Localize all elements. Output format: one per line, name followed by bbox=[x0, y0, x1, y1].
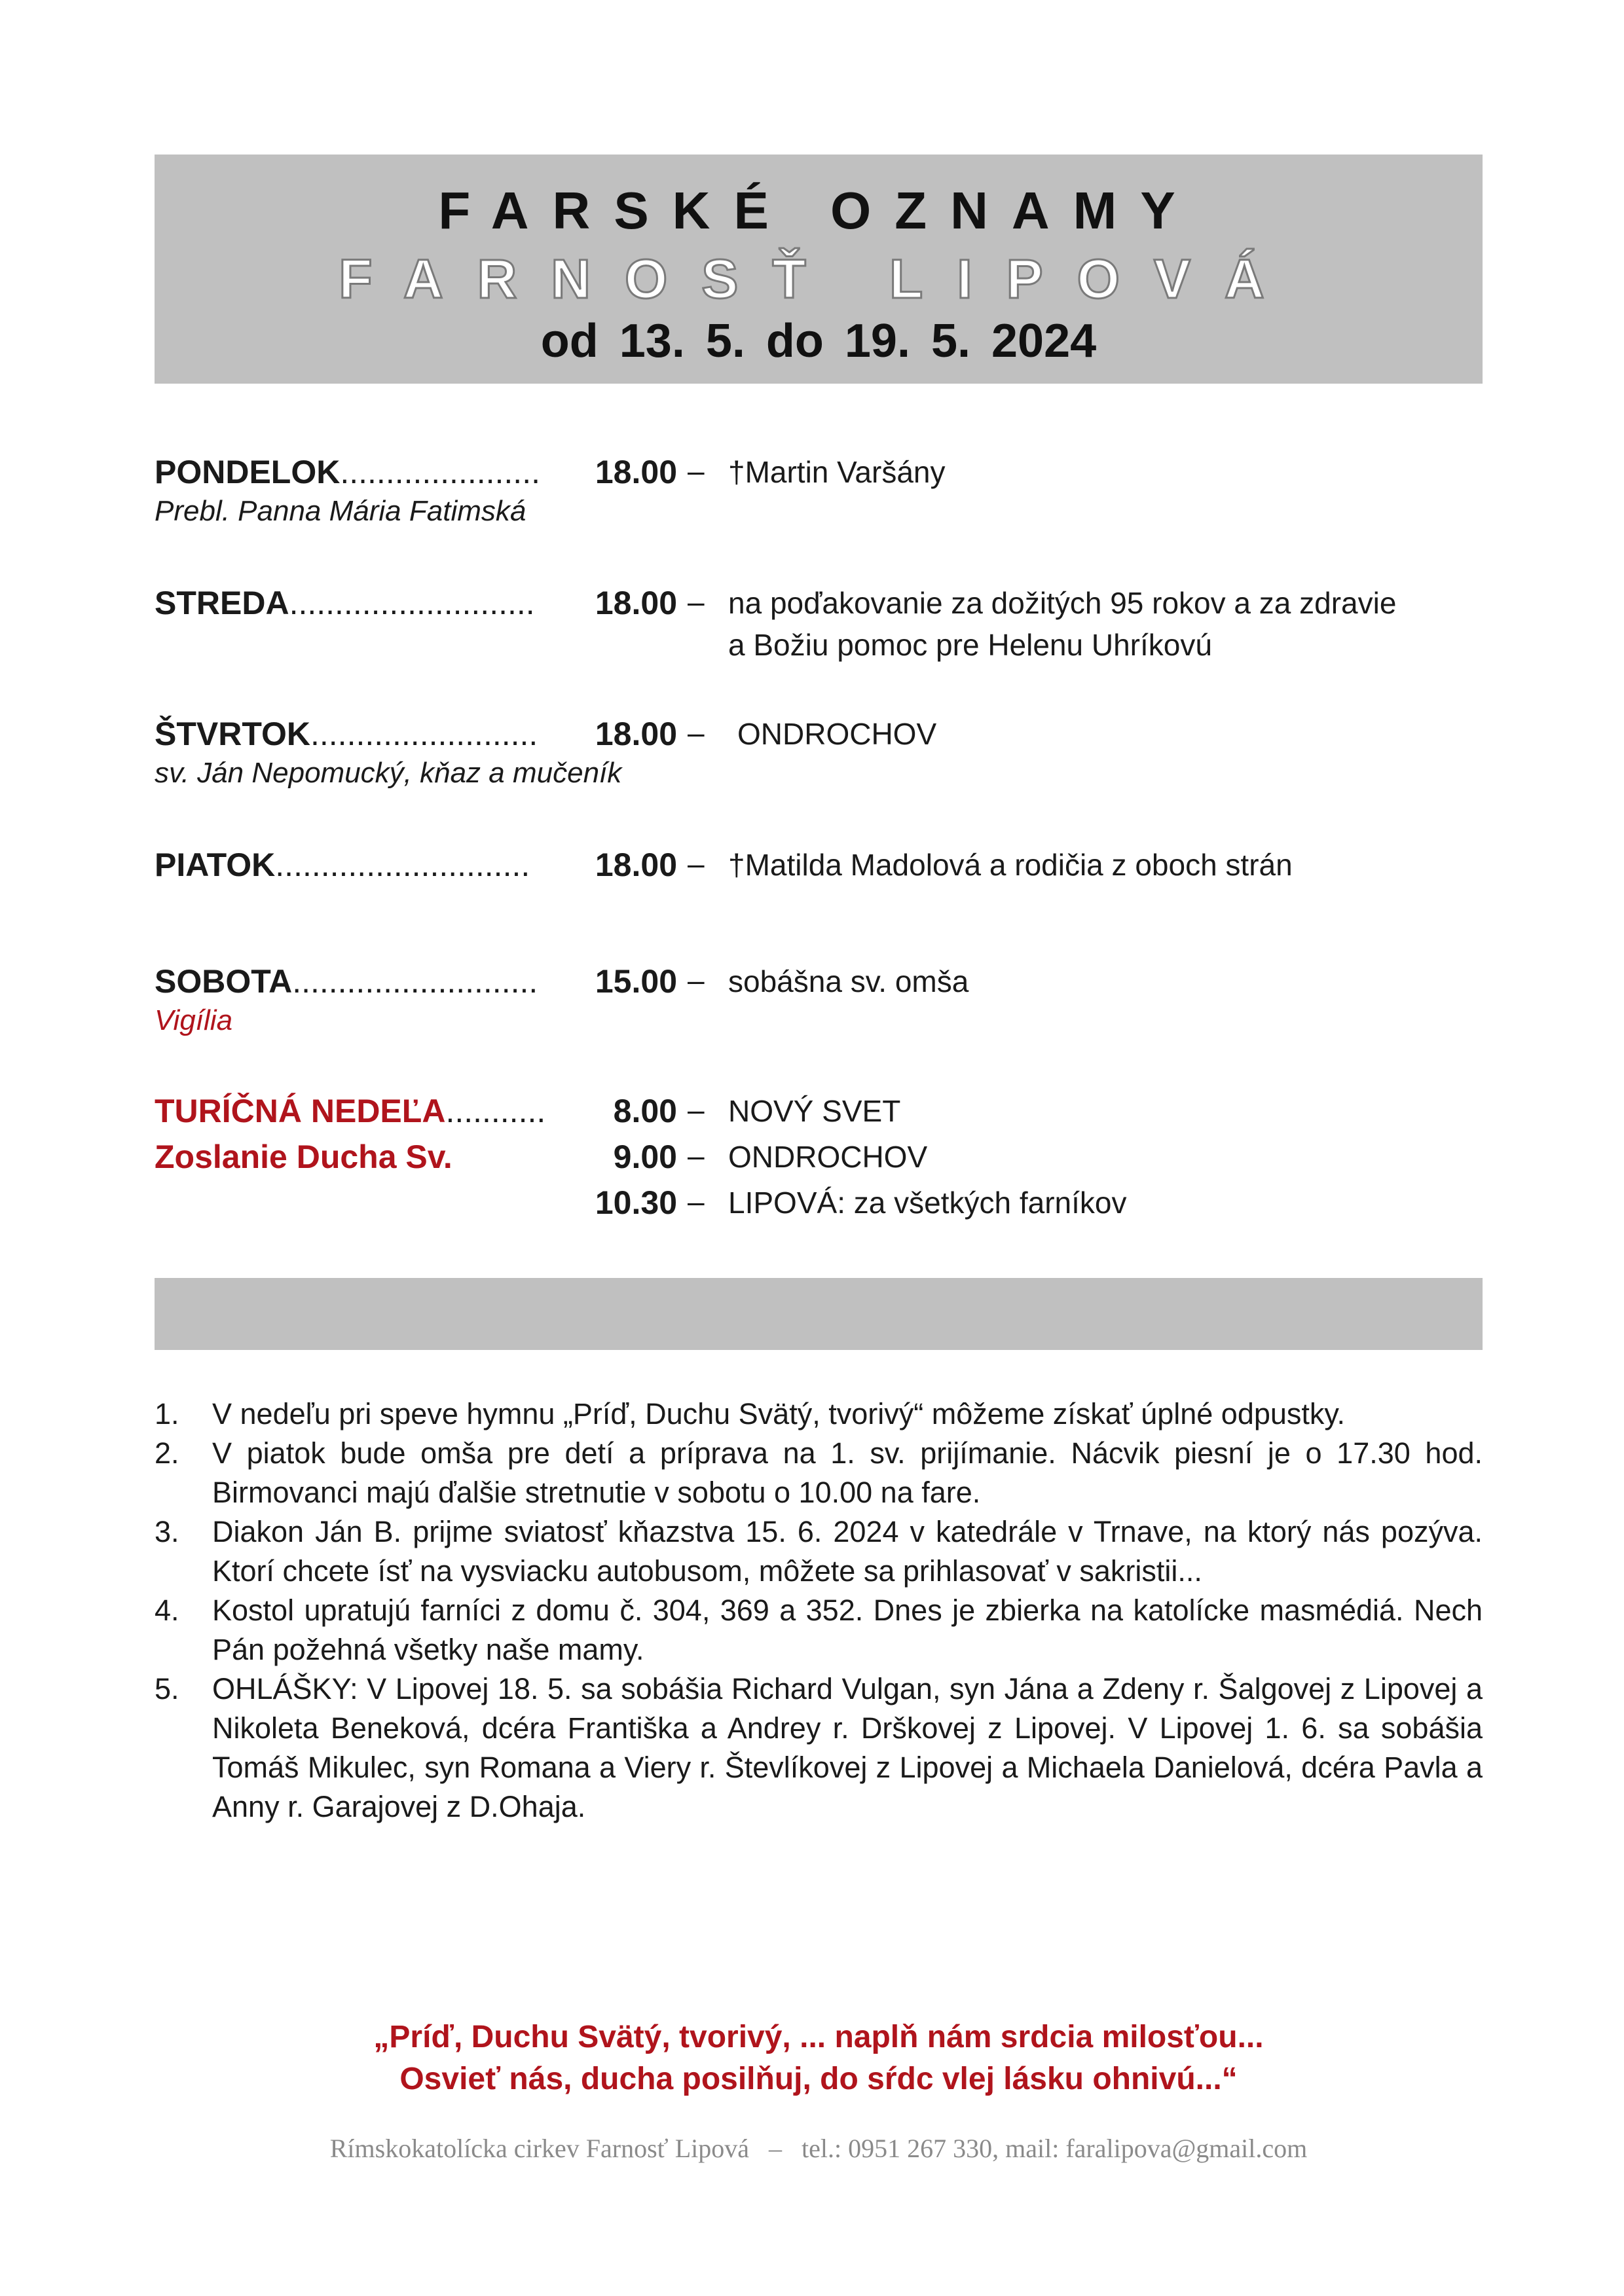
list-item: 3. Diakon Ján B. prijme sviatosť kňazstva 15. 6. 2024 v katedrále v Trnave, na ktorý nás pozýva. Ktorí chcete ísť na vysviacku autobusom, môžete sa prihlasovať v sakristii... bbox=[155, 1515, 1483, 1588]
mass-time: 15.00 bbox=[595, 963, 677, 1000]
schedule-row-thursday bbox=[155, 715, 1483, 789]
header-banner bbox=[155, 155, 1483, 384]
schedule-row-friday bbox=[155, 846, 1483, 885]
schedule-row-sunday bbox=[155, 1092, 1483, 1131]
section-divider-bar bbox=[155, 1278, 1483, 1350]
page-title: FARSKÉ OZNAMY bbox=[438, 181, 1199, 240]
footer-contact: Rímskokatolícka cirkev Farnosť Lipová – tel.: 0951 267 330, mail: faralipova@gmail.com bbox=[329, 2134, 1308, 2163]
list-item: 4. Kostol upratujú farníci z domu č. 304, 369 a 352. Dnes je zbierka na katolícke masmédiá. Nech Pán požehná všetky naše mamy. bbox=[155, 1594, 1483, 1666]
mass-location: NOVÝ SVET bbox=[728, 1094, 901, 1128]
notice-text: Kostol upratujú farníci z domu č. 304, 369 a 352. Dnes je zbierka na katolícke masmédiá. Nech Pán požehná všetky naše mamy. bbox=[212, 1594, 1483, 1666]
mass-intention: †Matilda Madolová a rodičia z oboch strán bbox=[728, 848, 1293, 882]
day-label: STREDA........................... bbox=[155, 585, 535, 621]
notice-text: OHLÁŠKY: V Lipovej 18. 5. sa sobášia Richard Vulgan, syn Jána a Zdeny r. Šalgovej z Lipovej a Nikoleta Beneková, dcéra Františka a Andrey r. Drškovej z Lipovej. V Lipovej 1. 6. sa sobášia Tomáš Mikulec, syn Romana a Viery r. Števlíkovej z Lipovej a Michaela Danielová, dcéra Pavla a Anny r. Garajovej z D.Ohaja. bbox=[212, 1672, 1483, 1823]
dash: – bbox=[688, 963, 705, 997]
schedule-row-sunday-2 bbox=[155, 1138, 1483, 1177]
list-item: 5. OHLÁŠKY: V Lipovej 18. 5. sa sobášia Richard Vulgan, syn Jána a Zdeny r. Šalgovej z Lipovej a Nikoleta Beneková, dcéra Františka a Andrey r. Drškovej z Lipovej. V Lipovej 1. 6. sa sobášia Tomáš Mikulec, syn Romana a Viery r. Števlíkovej z Lipovej a Michaela Danielová, dcéra Pavla a Anny r. Garajovej z D.Ohaja. bbox=[155, 1672, 1483, 1823]
day-label: SOBOTA........................... bbox=[155, 963, 538, 1000]
mass-time: 9.00 bbox=[613, 1139, 677, 1175]
notice-text: V piatok bude omša pre detí a príprava na 1. sv. prijímanie. Nácvik piesní je o 17.30 hod. Birmovanci majú ďalšie stretnutie v sobotu o 10.00 na fare. bbox=[212, 1436, 1483, 1509]
feast-label: Prebl. Panna Mária Fatimská bbox=[155, 495, 526, 527]
mass-intention: †Martin Varšány bbox=[728, 455, 946, 489]
mass-intention: na poďakovanie za dožitých 95 rokov a za zdravie bbox=[728, 586, 1397, 620]
mass-intention: sobášna sv. omša bbox=[728, 964, 969, 998]
notices-list bbox=[155, 1394, 1483, 1827]
schedule-row-saturday bbox=[155, 962, 1483, 1036]
schedule-row-monday bbox=[155, 453, 1483, 527]
date-range: od 13. 5. do 19. 5. 2024 bbox=[540, 315, 1097, 367]
feast-label: sv. Ján Nepomucký, kňaz a mučeník bbox=[155, 757, 622, 789]
schedule-row-wednesday bbox=[155, 584, 1483, 662]
dash: – bbox=[688, 1139, 705, 1173]
notice-text: V nedeľu pri speve hymnu „Príď, Duchu Svätý, tvorivý“ môžeme získať úplné odpustky. bbox=[212, 1397, 1346, 1430]
feast-label: Zoslanie Ducha Sv. bbox=[155, 1139, 452, 1175]
mass-time: 18.00 bbox=[595, 847, 677, 883]
mass-time: 18.00 bbox=[595, 716, 677, 752]
day-label: PIATOK............................ bbox=[155, 847, 530, 883]
schedule-row-sunday-3 bbox=[155, 1184, 1483, 1223]
list-item: 2. V piatok bude omša pre detí a príprava na 1. sv. prijímanie. Nácvik piesní je o 17.30 hod. Birmovanci majú ďalšie stretnutie v sobotu o 10.00 na fare. bbox=[155, 1436, 1483, 1509]
mass-location: ONDROCHOV bbox=[737, 717, 937, 751]
mass-time: 8.00 bbox=[613, 1093, 677, 1129]
dash: – bbox=[688, 585, 705, 619]
feast-label: Vigília bbox=[155, 1004, 233, 1036]
dash: – bbox=[688, 454, 705, 488]
mass-location: LIPOVÁ: za všetkých farníkov bbox=[728, 1186, 1127, 1220]
dash: – bbox=[688, 716, 705, 750]
dash: – bbox=[688, 847, 705, 881]
quote-line-2: Osvieť nás, ducha posilňuj, do sŕdc vlej lásku ohnivú...“ bbox=[399, 2062, 1238, 2096]
day-label: PONDELOK...................... bbox=[155, 454, 540, 490]
dash: – bbox=[688, 1184, 705, 1218]
notice-text: Diakon Ján B. prijme sviatosť kňazstva 15. 6. 2024 v katedrále v Trnave, na ktorý nás pozýva. Ktorí chcete ísť na vysviacku autobusom, môžete sa prihlasovať v sakristii... bbox=[212, 1515, 1483, 1588]
dash: – bbox=[688, 1093, 705, 1127]
quote-line-1: „Príď, Duchu Svätý, tvorivý, ... naplň nám srdcia milosťou... bbox=[373, 2020, 1264, 2054]
mass-location: ONDROCHOV bbox=[728, 1140, 928, 1174]
mass-time: 18.00 bbox=[595, 585, 677, 621]
mass-intention-cont: a Božiu pomoc pre Helenu Uhríkovú bbox=[728, 628, 1212, 662]
day-label: ŠTVRTOK......................... bbox=[155, 716, 538, 752]
list-item: 1. V nedeľu pri speve hymnu „Príď, Duchu Svätý, tvorivý“ môžeme získať úplné odpustky. bbox=[155, 1397, 1346, 1430]
mass-time: 18.00 bbox=[595, 454, 677, 490]
mass-time: 10.30 bbox=[595, 1184, 677, 1221]
day-label: TURÍČNÁ NEDEĽA........... bbox=[155, 1093, 546, 1129]
parish-name: FARNOSŤ LIPOVÁ bbox=[339, 248, 1299, 310]
hymn-quote bbox=[155, 2016, 1483, 2100]
